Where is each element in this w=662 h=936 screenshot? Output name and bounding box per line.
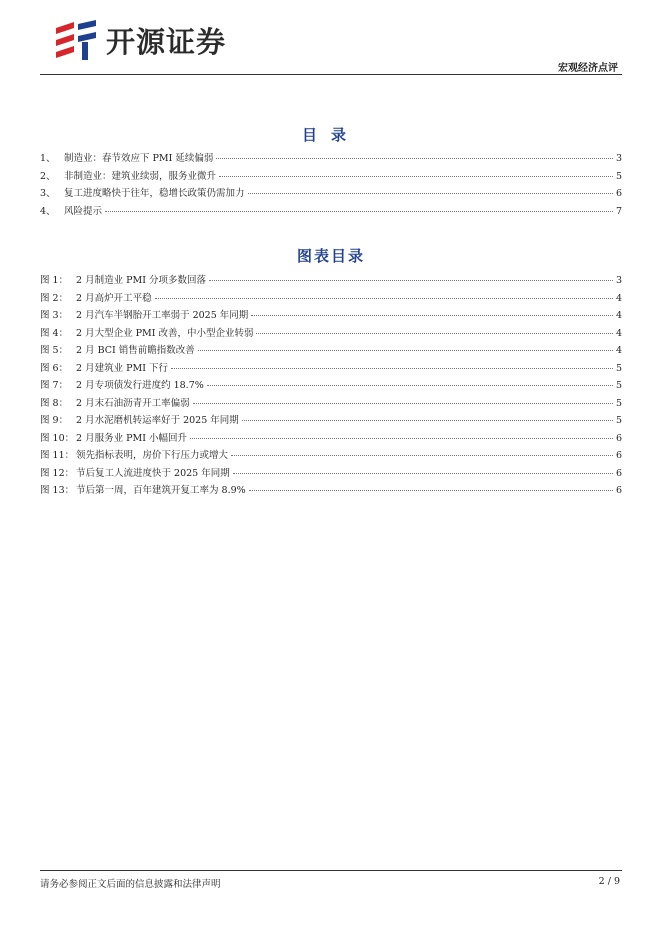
figure-entry-title: 2 月 BCI 销售前瞻指数改善 [76,345,195,356]
figure-entry-title: 2 月汽车半钢胎开工率弱于 2025 年同期 [76,310,249,321]
figure-entry-title: 2 月高炉开工平稳 [76,292,152,304]
figure-entry-title: 2 月制造业 PMI 分项多数回落 [76,275,206,286]
figure-entry[interactable] [40,325,622,343]
figure-entry-page: 4 [615,310,622,321]
figure-entry-number: 图 5： [40,345,69,356]
toc-entry-title: 制造业：春节效应下 PMI 延续偏弱 [64,153,214,164]
toc-entry-page: 7 [615,205,622,217]
figure-entry-leader [190,438,613,439]
figure-entry-page: 5 [615,397,622,409]
figure-entry-page: 4 [615,327,622,339]
figure-entry-number: 图 1： [40,275,69,286]
figure-entry[interactable] [40,272,622,290]
figure-entry[interactable] [40,447,622,465]
figure-entry-title: 2 月建筑业 PMI 下行 [76,362,168,374]
figure-entry-leader [233,473,613,474]
figure-entry[interactable] [40,465,622,483]
figure-entry-number: 图 10： [40,432,75,444]
figure-entry-title: 节后复工人流进度快于 2025 年同期 [76,467,230,479]
toc-entry-page: 5 [615,170,622,182]
figure-entry-page: 4 [615,292,622,304]
figure-entry-number: 图 12： [40,467,75,479]
figure-entry-page: 5 [615,362,622,374]
toc-entry-page: 6 [615,188,622,199]
footer-disclaimer: 请务必参阅正文后面的信息披露和法律声明 [40,879,221,890]
page-indicator: 2 / 9 [598,876,620,887]
figure-entry-title: 2 月专项债发行进度约 18.7% [76,380,204,391]
toc-entry-title: 风险提示 [64,205,103,217]
figure-entry-title: 节后第一周，百年建筑开复工率为 8.9% [76,485,246,496]
figure-entry-number: 图 9： [40,415,69,426]
toc-entry[interactable] [40,203,622,221]
figure-entry[interactable] [40,377,622,395]
figure-entry[interactable] [40,412,622,430]
figure-list-title: 图表目录 [296,247,365,265]
figure-entry-title: 领先指标表明，房价下行压力或增大 [76,450,229,461]
toc-entry-page: 3 [615,153,622,164]
figure-entry-number: 图 8： [40,397,69,409]
toc-entry-number: 2、 [40,170,56,182]
figure-entry-leader [171,368,613,369]
figure-entry[interactable] [40,482,622,500]
figure-entry-page: 6 [615,432,622,444]
figure-entry-number: 图 6： [40,362,69,374]
toc-entry[interactable] [40,168,622,186]
figure-entry[interactable] [40,360,622,378]
figure-entry-number: 图 3： [40,310,69,321]
figure-entry-leader [193,403,613,404]
figure-entry-title: 2 月水泥磨机转运率好于 2025 年同期 [76,415,239,426]
figure-entry-leader [207,385,613,386]
figure-entry-title: 2 月服务业 PMI 小幅回升 [76,432,187,444]
figure-entry-page: 5 [615,380,622,391]
header-divider [40,74,622,75]
toc-entry[interactable] [40,150,622,168]
figure-entry[interactable] [40,290,622,308]
figure-entry-page: 6 [615,485,622,496]
figure-entry[interactable] [40,307,622,325]
figure-entry-page: 5 [615,415,622,426]
toc-entry-number: 3、 [40,188,56,199]
toc-list [40,150,622,220]
figure-entry-leader [198,350,613,351]
figure-entry[interactable] [40,430,622,448]
toc-entry[interactable] [40,185,622,203]
figure-entry-number: 图 11： [40,450,75,461]
figure-entry-page: 6 [615,450,622,461]
toc-entry-number: 1、 [40,153,56,164]
figure-entry[interactable] [40,395,622,413]
figure-entry-leader [231,455,613,456]
toc-entry-title: 复工进度略快于往年，稳增长政策仍需加力 [64,188,245,199]
toc-entry-leader [219,176,613,177]
toc-entry-title: 非制造业：建筑业续弱，服务业微升 [64,170,217,182]
figure-entry-title: 2 月末石油沥青开工率偏弱 [76,397,190,409]
toc-entry-leader [216,158,613,159]
brand-logo [52,18,226,62]
figure-entry-page: 6 [615,467,622,479]
report-type-label: 宏观经济点评 [558,63,618,74]
figure-entry[interactable] [40,342,622,360]
toc-title: 目录 [301,126,360,144]
figure-entry-leader [251,315,613,316]
figure-entry-page: 3 [615,275,622,286]
toc-entry-leader [248,193,613,194]
logo-text: 开源证券 [106,24,227,59]
figure-entry-number: 图 13： [40,485,75,496]
figure-entry-leader [249,490,613,491]
figure-entry-leader [209,280,613,281]
toc-entry-number: 4、 [40,205,56,217]
figure-entry-page: 4 [615,345,622,356]
footer-divider [40,870,622,871]
figure-entry-leader [242,420,613,421]
figure-entry-number: 图 2： [40,292,69,304]
logo-mark-icon [52,18,102,62]
figure-entry-leader [155,298,613,299]
figure-entry-leader [256,333,612,334]
figure-entry-title: 2 月大型企业 PMI 改善，中小型企业转弱 [76,327,254,339]
toc-entry-leader [105,211,613,212]
figure-entry-number: 图 4： [40,327,69,339]
figure-entry-number: 图 7： [40,380,69,391]
figure-list [40,272,622,500]
